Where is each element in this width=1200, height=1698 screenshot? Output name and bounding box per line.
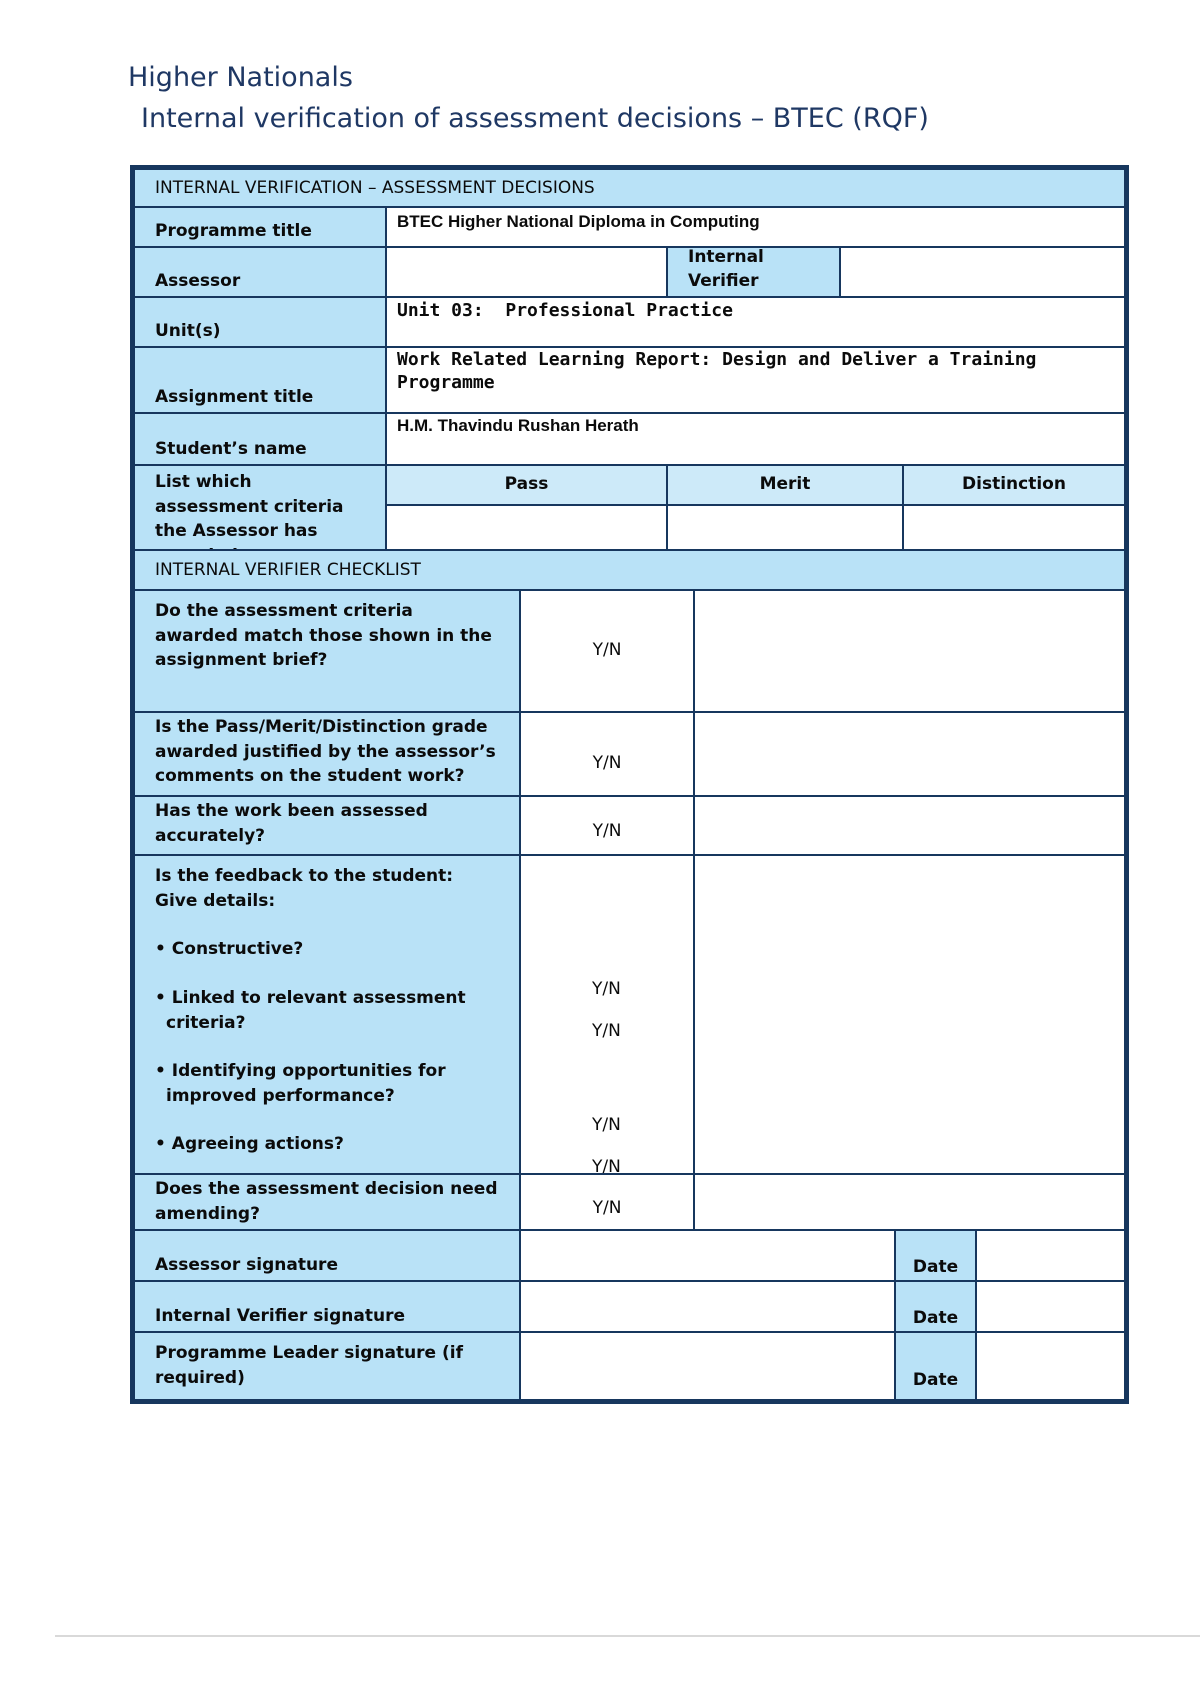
checklist-comment-4[interactable] [693, 854, 1126, 1175]
label-text: Assignment title [155, 387, 314, 408]
section-heading-text: INTERNAL VERIFIER CHECKLIST [155, 560, 421, 581]
label-text: Programme Leader signature (if required) [155, 1343, 464, 1388]
label-text: Assessor signature [155, 1255, 338, 1276]
assignment-title-field[interactable] [385, 346, 1126, 414]
yn-label-opportunities: Y/N [592, 1115, 621, 1135]
leader-date-label [894, 1331, 977, 1401]
checklist-comment-1[interactable] [693, 589, 1126, 713]
units-value: Unit 03: Professional Practice [397, 300, 733, 321]
grade-merit-field[interactable] [666, 504, 904, 551]
checklist-comment-3[interactable] [693, 795, 1126, 856]
label-text: Date [912, 1257, 959, 1278]
question-text: Does the assessment decision need amending? [155, 1179, 498, 1224]
yn-label: Y/N [592, 1198, 622, 1219]
grade-pass-field[interactable] [385, 504, 668, 551]
checklist-question-2 [133, 711, 521, 797]
leader-signature-label [133, 1331, 521, 1401]
verifier-signature-field[interactable] [519, 1280, 896, 1333]
yn-label: Y/N [592, 820, 622, 841]
section-heading-checklist [133, 549, 1126, 591]
label-text: Unit(s) [155, 321, 221, 342]
assessor-field[interactable] [385, 246, 668, 298]
question-details-text: Give details: [155, 890, 276, 911]
label-text: Date [912, 1308, 959, 1329]
programme-title-value: BTEC Higher National Diploma in Computing [397, 212, 760, 231]
page-title: Higher Nationals [128, 62, 353, 93]
checklist-question-5 [133, 1173, 521, 1231]
student-name-value: H.M. Thavindu Rushan Herath [397, 416, 639, 435]
feedback-item-constructive: • Constructive? [155, 939, 304, 960]
programme-title-label [133, 206, 387, 248]
feedback-item-opportunities-cont: improved performance? [166, 1085, 395, 1106]
label-text: Internal Verifier signature [155, 1306, 406, 1327]
checklist-question-3 [133, 795, 521, 856]
yn-label: Y/N [592, 640, 622, 661]
checklist-yn-4[interactable] [519, 854, 695, 1175]
label-text: Programme title [155, 221, 312, 242]
units-field[interactable] [385, 296, 1126, 348]
assessor-label [133, 246, 387, 298]
checklist-yn-1[interactable] [519, 589, 695, 713]
grade-distinction-field[interactable] [902, 504, 1126, 551]
assessor-date-label [894, 1229, 977, 1282]
grade-label: Pass [504, 474, 549, 495]
grade-label: Merit [759, 474, 811, 495]
programme-title-field[interactable] [385, 206, 1126, 248]
grade-distinction-header [902, 464, 1126, 506]
yn-label: Y/N [592, 753, 622, 774]
yn-label-constructive: Y/N [592, 979, 621, 999]
section-heading-text: INTERNAL VERIFICATION – ASSESSMENT DECISIONS [155, 178, 595, 199]
yn-label-agreeing: Y/N [592, 1157, 621, 1177]
checklist-comment-5[interactable] [693, 1173, 1126, 1231]
internal-verifier-field[interactable] [839, 246, 1126, 298]
units-label [133, 296, 387, 348]
student-name-field[interactable] [385, 412, 1126, 466]
feedback-item-agreeing: • Agreeing actions? [155, 1134, 344, 1155]
grade-label: Distinction [962, 474, 1066, 495]
verification-form [130, 165, 1129, 1404]
internal-verifier-label [666, 246, 841, 298]
feedback-item-linked-cont: criteria? [166, 1012, 246, 1033]
label-text: Internal Verifier [688, 247, 764, 292]
question-text: Is the feedback to the student: [155, 866, 454, 886]
label-text: Date [912, 1370, 959, 1391]
assignment-title-label [133, 346, 387, 414]
question-text: Do the assessment criteria awarded match those shown in the assignment brief? [155, 601, 492, 671]
label-text: Student’s name [155, 439, 307, 460]
checklist-question-4 [133, 854, 521, 1175]
question-text: Is the Pass/Merit/Distinction grade awarded justified by the assessor’s comments on the student work? [155, 717, 496, 787]
assignment-title-value: Work Related Learning Report: Design and Deliver a Training Programme [397, 349, 1037, 394]
grade-merit-header [666, 464, 904, 506]
feedback-item-linked: • Linked to relevant assessment [155, 987, 466, 1008]
page-subtitle: Internal verification of assessment decisions – BTEC (RQF) [141, 103, 929, 134]
checklist-comment-2[interactable] [693, 711, 1126, 797]
criteria-label [133, 464, 387, 551]
leader-date-field[interactable] [975, 1331, 1126, 1401]
footer-divider [55, 1635, 1200, 1637]
question-text: Has the work been assessed accurately? [155, 801, 428, 846]
label-text: List which assessment criteria the Assessor has [155, 472, 344, 542]
yn-label-linked: Y/N [592, 1021, 621, 1041]
leader-signature-field[interactable] [519, 1331, 896, 1401]
label-text: Assessor [155, 271, 241, 292]
checklist-yn-3[interactable] [519, 795, 695, 856]
checklist-question-1 [133, 589, 521, 713]
assessor-signature-label [133, 1229, 521, 1282]
checklist-yn-5[interactable] [519, 1173, 695, 1231]
checklist-yn-2[interactable] [519, 711, 695, 797]
verifier-date-label [894, 1280, 977, 1333]
assessor-signature-field[interactable] [519, 1229, 896, 1282]
verifier-date-field[interactable] [975, 1280, 1126, 1333]
assessor-date-field[interactable] [975, 1229, 1126, 1282]
feedback-item-opportunities: • Identifying opportunities for [155, 1061, 446, 1082]
section-heading-decisions [133, 168, 1126, 208]
grade-pass-header [385, 464, 668, 506]
verifier-signature-label [133, 1280, 521, 1333]
student-name-label [133, 412, 387, 466]
